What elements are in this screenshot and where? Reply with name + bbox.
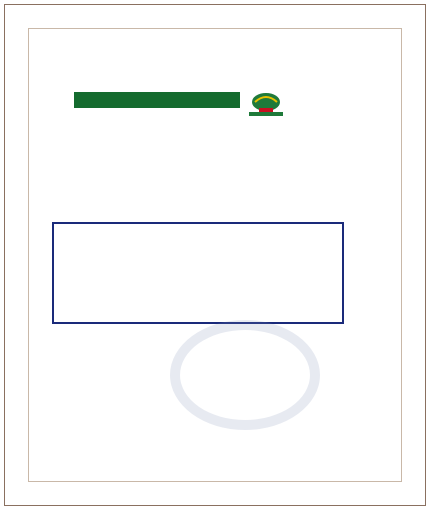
member-name (310, 413, 400, 425)
member-university (130, 436, 220, 448)
member-university (130, 425, 220, 437)
thesis-title-box (52, 222, 344, 324)
table-row (40, 390, 400, 402)
member-rank (220, 413, 310, 425)
member-role (40, 436, 130, 448)
member-role (40, 413, 130, 425)
left-border-ornament (4, 4, 28, 506)
right-border-ornament (402, 4, 426, 506)
member-role (40, 390, 130, 402)
member-name (310, 390, 400, 402)
table-row (40, 402, 400, 414)
member-rank (220, 425, 310, 437)
member-role (40, 425, 130, 437)
member-name (310, 402, 400, 414)
member-name (310, 425, 400, 437)
member-rank (220, 390, 310, 402)
table-row (40, 425, 400, 437)
top-border-ornament (4, 4, 426, 28)
university-logo-icon (245, 90, 287, 118)
committee-table (40, 390, 400, 448)
university-banner (74, 92, 240, 108)
member-role (40, 402, 130, 414)
bottom-border-ornament (4, 482, 426, 506)
table-row (40, 413, 400, 425)
member-university (130, 402, 220, 414)
member-university (130, 413, 220, 425)
member-rank (220, 436, 310, 448)
member-rank (220, 402, 310, 414)
member-name (310, 436, 400, 448)
table-row (40, 436, 400, 448)
member-university (130, 390, 220, 402)
